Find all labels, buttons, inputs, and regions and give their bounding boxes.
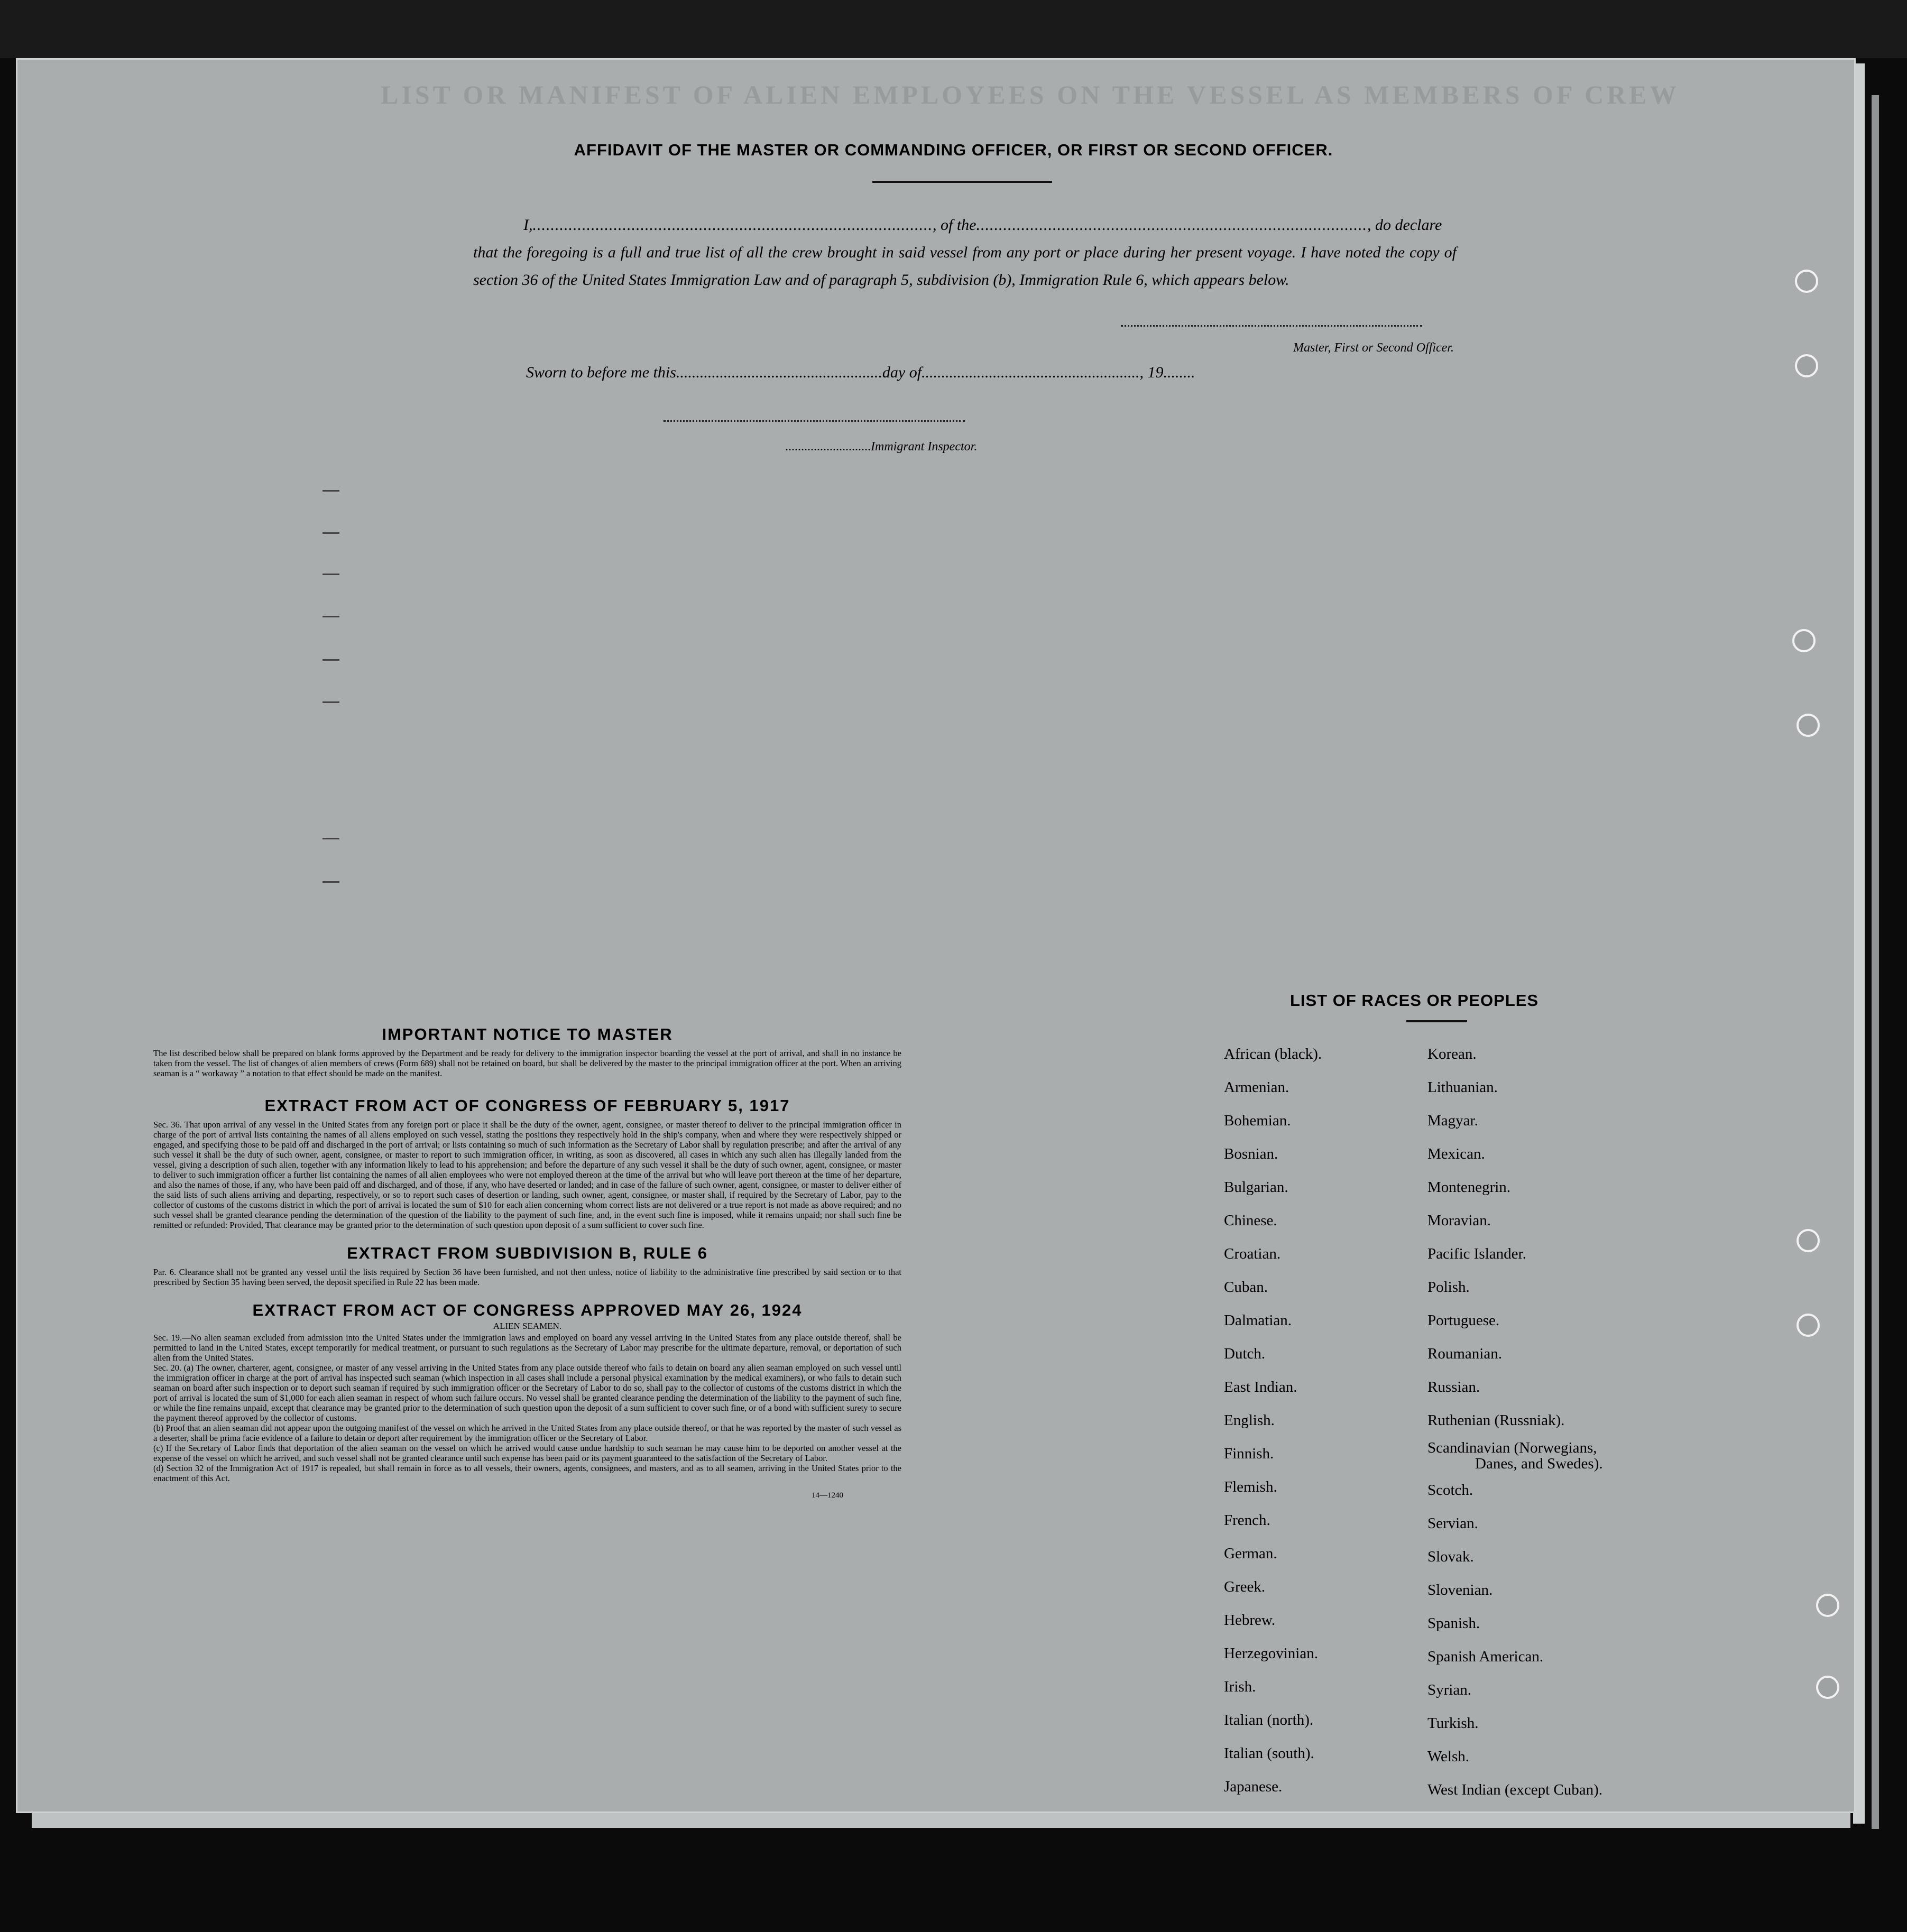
race-item: German. bbox=[1224, 1545, 1277, 1562]
race-item: Dutch. bbox=[1224, 1345, 1266, 1362]
extract-1924-sec20a: Sec. 20. (a) The owner, charterer, agent, consignee, or master of any vessel arriving in the United States from any place outside thereof who fails to detain on board any alien seaman employed on such vessel until the immigration officer in charge at the port of arrival has inspected such seaman (which inspection in all cases shall include a personal physical examination by the medical examiners), or who fails to detain such seaman on board after such inspection or to deport such seaman if required by such immigration officer or the Secretary of Labor to do so, shall pay to the collector of customs of the customs district in which the port of arrival is located the sum of $1,000 for each alien seaman in respect of whom such failure occurs. No vessel shall be granted clearance pending the determination of the liability to the payment of such fine, or while the fine remains unpaid, except that clearance may be granted prior to the determination of such question upon the deposit of a sum sufficient to cover such fine, or of a bond with sufficient surety to secure the payment thereof approved by the collector of customs. bbox=[153, 1363, 901, 1423]
race-item: Chinese. bbox=[1224, 1212, 1277, 1229]
race-item: East Indian. bbox=[1224, 1379, 1297, 1395]
extract-1924-title: EXTRACT FROM ACT OF CONGRESS APPROVED MAY 26, 1924 bbox=[252, 1301, 803, 1319]
extract-rule6-title: EXTRACT FROM SUBDIVISION B, RULE 6 bbox=[347, 1244, 708, 1262]
race-item: Armenian. bbox=[1224, 1079, 1289, 1096]
race-item: Hebrew. bbox=[1224, 1612, 1276, 1629]
race-item: Finnish. bbox=[1224, 1445, 1274, 1462]
race-item: Italian (south). bbox=[1224, 1745, 1314, 1762]
race-item: Welsh. bbox=[1427, 1748, 1470, 1765]
sworn-line: Sworn to before me this....................................................day of......................................................., 19........ bbox=[526, 364, 1195, 381]
race-item: Slovak. bbox=[1427, 1548, 1474, 1565]
races-list-left bbox=[1224, 1038, 1322, 1804]
page-edge bbox=[32, 1813, 1850, 1828]
sworn-start: Sworn to before me this bbox=[526, 364, 676, 381]
extract-1917-title: EXTRACT FROM ACT OF CONGRESS OF FEBRUARY 5, 1917 bbox=[264, 1096, 790, 1115]
dash-mark bbox=[323, 701, 339, 703]
extract-1917-text: Sec. 36. That upon arrival of any vessel in the United States from any foreign port or place it shall be the duty of the owner, agent, consignee, or master thereof to deliver to the principal immigration officer in charge of the port of arrival lists containing the names of all aliens employed on such vessel, stating the positions they respectively hold in the ship's company, when and where they were respectively shipped or engaged, and specifying those to be paid off and discharged in the port of arrival; or lists containing so much of such information as the Secretary of Labor shall by regulation prescribe; and after the arrival of any such vessel it shall be the duty of such owner, agent, consignee, or master to report to such immigration officer, in writing, as soon as discovered, all cases in which any such alien has illegally landed from the vessel, giving a description of such alien, together with any information likely to lead to his apprehension; and before the departure of any such vessel it shall be the duty of such owner, agent, consignee, or master to deliver to such immigration officer a further list containing the names of all alien employees who were not employed thereon at the time of the arrival but who will leave port thereon at the time of her departure, and also the names of those, if any, who have been paid off and discharged, and of those, if any, who have deserted or landed; and in case of the failure of such owner, agent, consignee, or master to deliver either of the said lists of such aliens arriving and departing, respectively, or so to report such cases of desertion or landing, such owner, agent, consignee, or master shall, if required by the Secretary of Labor, pay to the collector of customs of the customs district in which the port of arrival is located the sum of $10 for each alien concerning whom correct lists are not delivered or a true report is not made as above required; and no such vessel shall be granted clearance pending the determination of the question of the liability to the payment of such fine, and, in the event such fine is imposed, while it remains unpaid; nor shall such fine be remitted or refunded: Provided, That clearance may be granted prior to the determination of such question upon deposit of a sum sufficient to cover such fine. bbox=[153, 1120, 901, 1230]
race-item: Pacific Islander. bbox=[1427, 1245, 1526, 1262]
race-item: Servian. bbox=[1427, 1515, 1478, 1532]
signature-label: Master, First or Second Officer. bbox=[1293, 341, 1454, 355]
race-item: African (black). bbox=[1224, 1046, 1322, 1062]
race-item-line: Danes, and Swedes). bbox=[1475, 1455, 1603, 1472]
race-item: Russian. bbox=[1427, 1379, 1480, 1395]
extract-1924-sec20c: (c) If the Secretary of Labor finds that deportation of the alien seaman on the vessel on which he arrived would cause undue hardship to such seaman he may cause him to be deported on another vessel at the expense of the vessel on which he arrived, and such vessel shall not be granted clearance until such expense has been paid or its payment guaranteed to the satisfaction of the Secretary of Labor. bbox=[153, 1443, 901, 1463]
race-item: Bosnian. bbox=[1224, 1145, 1278, 1162]
dash-mark bbox=[323, 616, 339, 617]
race-item: Flemish. bbox=[1224, 1478, 1277, 1495]
race-item: Korean. bbox=[1427, 1046, 1477, 1062]
extract-1924-sec20d: (d) Section 32 of the Immigration Act of 1917 is repealed, but shall remain in force as to all vessels, their owners, agents, consignees, and masters, and as to all seamen, arriving in the United States prior to the enactment of this Act. bbox=[153, 1463, 901, 1483]
race-item: Bohemian. bbox=[1224, 1112, 1291, 1129]
race-item: Herzegovinian. bbox=[1224, 1645, 1318, 1662]
sworn-day-of: day of bbox=[882, 364, 922, 381]
race-item: Montenegrin. bbox=[1427, 1179, 1511, 1196]
bleed-through-heading: LIST OR MANIFEST OF ALIEN EMPLOYEES ON THE VESSEL AS MEMBERS OF CREW bbox=[381, 80, 1680, 109]
affidavit-body: that the foregoing is a full and true list of all the crew brought in said vessel from any port or place during her present voyage. I have noted the copy of section 36 of the United States Immigration Law and of paragraph 5, subdivision (b), Immigration Rule 6, which appears below. bbox=[473, 244, 1457, 289]
race-item: English. bbox=[1224, 1412, 1275, 1429]
affidavit-of-the: , of the bbox=[933, 216, 976, 234]
title-underline bbox=[872, 181, 1052, 183]
race-item: Spanish. bbox=[1427, 1615, 1480, 1632]
race-item: Greek. bbox=[1224, 1578, 1266, 1595]
extract-1924-sec20b: (b) Proof that an alien seaman did not appear upon the outgoing manifest of the vessel on which he arrived in the United States from any place outside thereof, or that he was reported by the master of such vessel as a deserter, shall be prima facie evidence of a failure to detain or deport after requirement by the immigration officer or the Secretary of Labor. bbox=[153, 1423, 901, 1443]
affidavit-do-declare: , do declare bbox=[1367, 216, 1442, 234]
punch-hole bbox=[1816, 1594, 1839, 1617]
race-item: Japanese. bbox=[1224, 1778, 1283, 1795]
races-list-right bbox=[1427, 1038, 1603, 1807]
punch-hole bbox=[1795, 354, 1818, 377]
dash-mark bbox=[323, 659, 339, 661]
race-item: Ruthenian (Russniak). bbox=[1427, 1412, 1565, 1429]
punch-hole bbox=[1816, 1676, 1839, 1699]
signature-line bbox=[1121, 325, 1422, 327]
races-underline bbox=[1406, 1020, 1467, 1022]
race-item: Lithuanian. bbox=[1427, 1079, 1498, 1096]
race-item: Dalmatian. bbox=[1224, 1312, 1292, 1329]
race-item: Italian (north). bbox=[1224, 1712, 1314, 1728]
race-item-scandinavian bbox=[1427, 1437, 1603, 1474]
race-item: Syrian. bbox=[1427, 1681, 1471, 1698]
race-item: Spanish American. bbox=[1427, 1648, 1544, 1665]
race-item: Slovenian. bbox=[1427, 1582, 1493, 1598]
race-item: Magyar. bbox=[1427, 1112, 1478, 1129]
punch-hole bbox=[1797, 714, 1820, 737]
race-item: Polish. bbox=[1427, 1279, 1470, 1296]
punch-hole bbox=[1797, 1314, 1820, 1337]
race-item-line: Scandinavian (Norwegians, bbox=[1427, 1439, 1597, 1456]
dash-mark bbox=[323, 532, 339, 534]
race-item: Irish. bbox=[1224, 1678, 1256, 1695]
race-item: Cuban. bbox=[1224, 1279, 1268, 1296]
inspector-signature-line bbox=[664, 420, 965, 422]
dash-mark bbox=[323, 574, 339, 575]
races-title: LIST OF RACES OR PEOPLES bbox=[1290, 991, 1539, 1010]
notice-text: The list described below shall be prepared on blank forms approved by the Department and be ready for delivery to the immigration inspector boarding the vessel at the port of arrival, and shall in no instance be taken from the vessel. The list of changes of alien members of crews (Form 689) shall not be retained on board, but shall be delivered by the master to the principal immigration officer at the port. When an arriving seaman is a “ workaway ” a notation to that effect should be made on the manifest. bbox=[153, 1048, 901, 1078]
race-item: Mexican. bbox=[1427, 1145, 1485, 1162]
race-item: Croatian. bbox=[1224, 1245, 1281, 1262]
punch-hole bbox=[1797, 1229, 1820, 1252]
affidavit-statement: I,........................................................................................., of the......................................................................................., do declare that the foregoing is a full and true list of all the crew brought in said vessel from any port or place during her present voyage. I have noted the copy of section 36 of the United States Immigration Law and of paragraph 5, subdivision (b), Immigration Rule 6, which appears below. bbox=[473, 211, 1457, 294]
affidavit-title: AFFIDAVIT OF THE MASTER OR COMMANDING OFFICER, OR FIRST OR SECOND OFFICER. bbox=[574, 141, 1333, 159]
punch-hole bbox=[1795, 270, 1818, 293]
sworn-year: , 19 bbox=[1139, 364, 1164, 381]
race-item: Bulgarian. bbox=[1224, 1179, 1288, 1196]
notice-title: IMPORTANT NOTICE TO MASTER bbox=[382, 1025, 673, 1043]
affidavit-i: I, bbox=[523, 216, 533, 234]
inspector-label: ...........................Immigrant Inspector. bbox=[785, 440, 978, 454]
extract-1924-sec19: Sec. 19.—No alien seaman excluded from admission into the United States under the immigration laws and employed on board any vessel arriving in the United States from any place outside thereof, shall be permitted to land in the United States, except temporarily for medical treatment, or pursuant to such regulations as the Secretary of Labor may prescribe for the ultimate departure, removal, or deportation of such alien from the United States. bbox=[153, 1333, 901, 1363]
race-item: Roumanian. bbox=[1427, 1345, 1502, 1362]
extract-rule6-text: Par. 6. Clearance shall not be granted any vessel until the lists required by Section 36 have been furnished, and not then unless, notice of liability to the administrative fine prescribed by said section or to that prescribed by Section 35 having been served, the deposit specified in Rule 22 has been made. bbox=[153, 1267, 901, 1287]
form-number: 14—1240 bbox=[812, 1491, 843, 1500]
dash-mark bbox=[323, 838, 339, 839]
race-item: French. bbox=[1224, 1512, 1270, 1529]
race-item: Turkish. bbox=[1427, 1715, 1479, 1732]
dash-mark bbox=[323, 490, 339, 492]
scan-border bbox=[0, 0, 1907, 58]
page-edge bbox=[1872, 95, 1879, 1829]
legal-extracts bbox=[153, 1023, 901, 1508]
race-item: Moravian. bbox=[1427, 1212, 1491, 1229]
punch-hole bbox=[1792, 629, 1816, 652]
race-item: Scotch. bbox=[1427, 1482, 1473, 1499]
race-item: Portuguese. bbox=[1427, 1312, 1500, 1329]
extract-1924-subtitle: ALIEN SEAMEN. bbox=[493, 1321, 562, 1331]
race-item: West Indian (except Cuban). bbox=[1427, 1781, 1603, 1798]
dash-mark bbox=[323, 881, 339, 883]
